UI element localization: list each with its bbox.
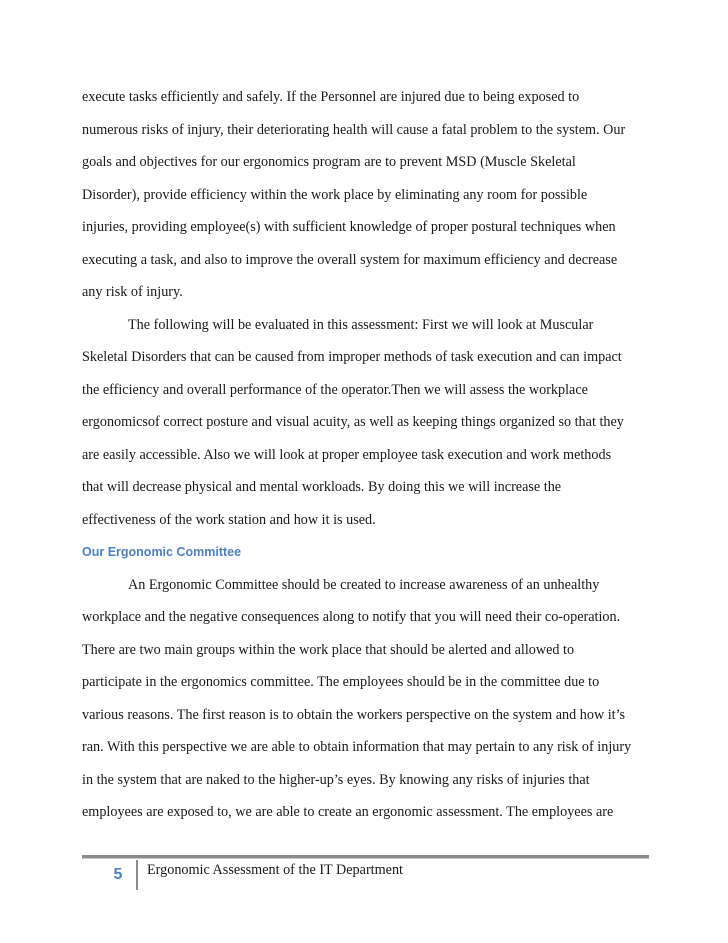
text-line: that will decrease physical and mental workloads. By doing this we will increase the bbox=[82, 479, 562, 495]
text-line: Skeletal Disorders that can be caused from improper methods of task execution and can impact bbox=[82, 349, 622, 365]
text-line: are easily accessible. Also we will look at proper employee task execution and work methods bbox=[82, 446, 612, 463]
text-line: various reasons. The first reason is to obtain the workers perspective on the system and how it’s bbox=[82, 706, 626, 723]
text-line: ran. With this perspective we are able to obtain information that may pertain to any risk of injury bbox=[82, 739, 632, 755]
text-line: Disorder), provide efficiency within the work place by eliminating any room for possible bbox=[82, 186, 588, 203]
text-line: employees are exposed to, we are able to create an ergonomic assessment. The employees are bbox=[82, 804, 614, 820]
text-line: numerous risks of injury, their deteriorating health will cause a fatal problem to the system. Our bbox=[82, 121, 626, 138]
text-line: An Ergonomic Committee should be created to increase awareness of an unhealthy bbox=[128, 576, 600, 593]
footer-divider bbox=[82, 855, 649, 859]
page-footer bbox=[100, 860, 403, 890]
text-line: execute tasks efficiently and safely. If the Personnel are injured due to being exposed to bbox=[82, 89, 580, 105]
text-line: effectiveness of the work station and how it is used. bbox=[82, 511, 376, 528]
text-line: in the system that are naked to the higher-up’s eyes. By knowing any risks of injuries that bbox=[82, 771, 590, 788]
paragraph-committee bbox=[82, 569, 657, 829]
section-heading: Our Ergonomic Committee bbox=[82, 545, 242, 559]
text-line: There are two main groups within the work place that should be alerted and allowed to bbox=[82, 641, 575, 658]
text-line: The following will be evaluated in this assessment: First we will look at Muscular bbox=[128, 316, 594, 333]
paragraph-goals bbox=[82, 81, 657, 309]
footer-separator bbox=[136, 860, 138, 890]
footer-title: Ergonomic Assessment of the IT Department bbox=[147, 862, 403, 878]
text-line: participate in the ergonomics committee. The employees should be in the committee due to bbox=[82, 674, 600, 690]
text-line: any risk of injury. bbox=[82, 284, 183, 300]
body-text bbox=[82, 81, 657, 829]
text-line: the efficiency and overall performance of the operator.Then we will assess the workplace bbox=[82, 381, 588, 398]
text-line: goals and objectives for our ergonomics program are to prevent MSD (Muscle Skeletal bbox=[82, 154, 576, 170]
text-line: workplace and the negative consequences along to notify that you will need their co-operation. bbox=[82, 609, 621, 625]
text-line: injuries, providing employee(s) with sufficient knowledge of proper postural techniques when bbox=[82, 219, 616, 235]
text-line: ergonomicsof correct posture and visual acuity, as well as keeping things organized so that they bbox=[82, 414, 624, 430]
text-line: executing a task, and also to improve the overall system for maximum efficiency and decrease bbox=[82, 251, 618, 268]
page-number: 5 bbox=[113, 866, 123, 883]
paragraph-assessment-scope bbox=[82, 309, 657, 537]
